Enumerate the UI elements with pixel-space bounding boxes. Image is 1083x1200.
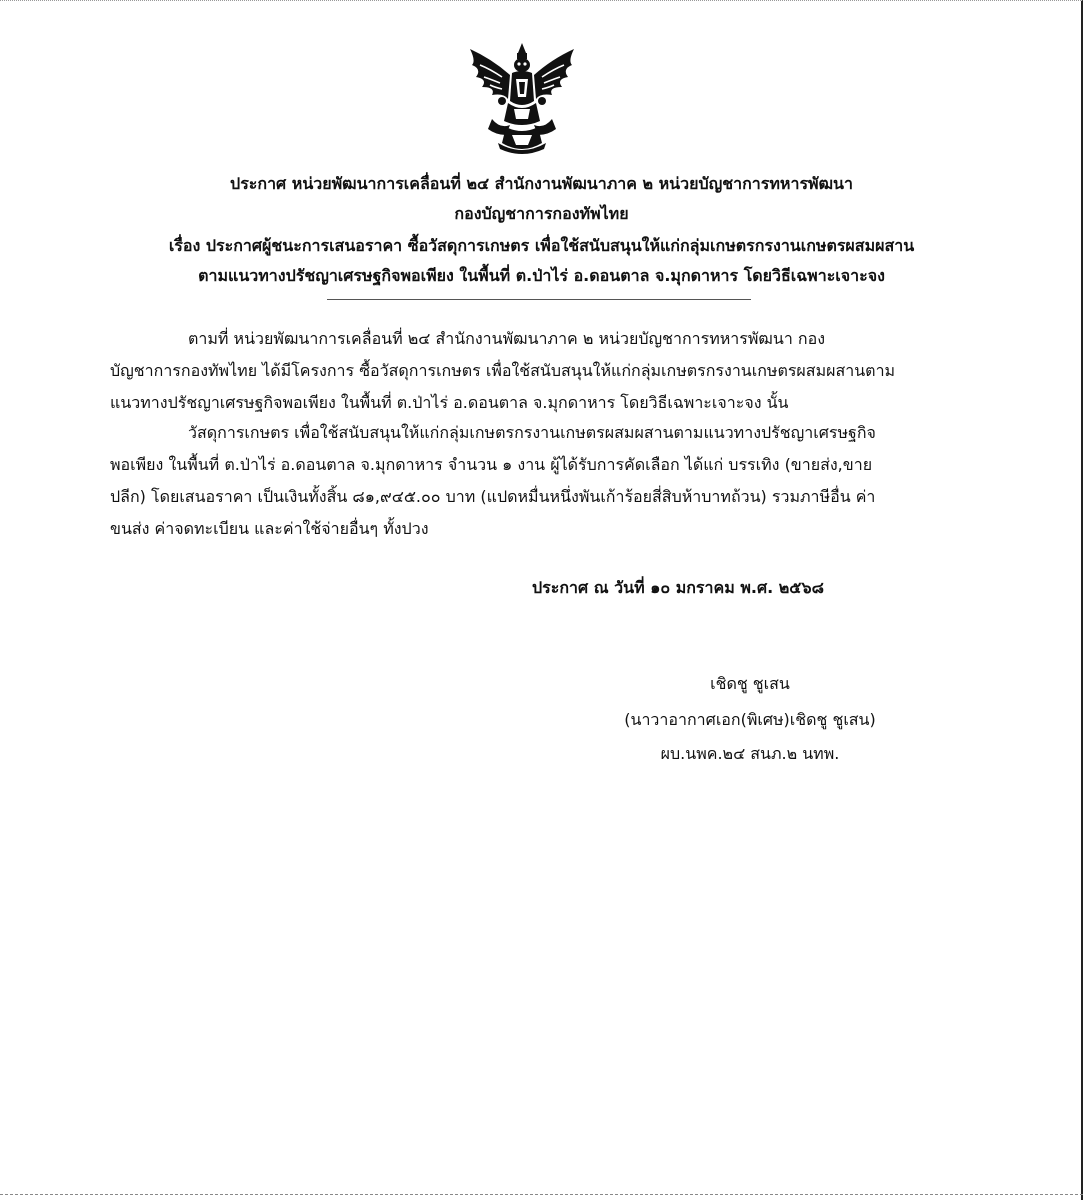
- signatory-name: เชิดชู ชูเสน: [710, 674, 790, 693]
- signatory-full-title: (นาวาอากาศเอก(พิเศษ)เชิดชู ชูเสน): [624, 710, 876, 729]
- announcement-subject: เรื่อง ประกาศผู้ชนะการเสนอราคา ซื้อวัสดุการเกษตร เพื่อใช้สนับสนุนให้แก่กลุ่มเกษตรกรงานเกษตรผสมผสาน: [168, 236, 915, 255]
- body-paragraph-1: [110, 323, 970, 419]
- body-paragraph-2-line: ขนส่ง ค่าจดทะเบียน และค่าใช้จ่ายอื่นๆ ทั้งปวง: [110, 519, 429, 538]
- body-paragraph-2-line: วัสดุการเกษตร เพื่อใช้สนับสนุนให้แก่กลุ่มเกษตรกรงานเกษตรผสมผสานตามแนวทางปรัชญาเศรษฐกิจ: [188, 423, 876, 442]
- announcement-date: ประกาศ ณ วันที่ ๑๐ มกราคม พ.ศ. ๒๕๖๘: [532, 578, 824, 597]
- body-paragraph-1-line: แนวทางปรัชญาเศรษฐกิจพอเพียง ในพื้นที่ ต.ป่าไร่ อ.ดอนตาล จ.มุกดาหาร โดยวิธีเฉพาะเจาะจง นั้น: [110, 393, 789, 412]
- scan-edge-line: [0, 1194, 1083, 1195]
- announcement-title: ประกาศ หน่วยพัฒนาการเคลื่อนที่ ๒๔ สำนักงานพัฒนาภาค ๒ หน่วยบัญชาการทหารพัฒนา: [230, 174, 853, 193]
- body-paragraph-1-line: ตามที่ หน่วยพัฒนาการเคลื่อนที่ ๒๔ สำนักงานพัฒนาภาค ๒ หน่วยบัญชาการทหารพัฒนา กอง: [188, 329, 825, 348]
- announcement-organization: กองบัญชาการกองทัพไทย: [454, 204, 629, 223]
- body-paragraph-2: [110, 417, 970, 545]
- signatory-position: ผบ.นพค.๒๔ สนภ.๒ นทพ.: [660, 744, 840, 763]
- garuda-emblem-icon: [462, 39, 582, 157]
- body-paragraph-2-line: ปลีก) โดยเสนอราคา เป็นเงินทั้งสิ้น ๘๑,๙๔๕.๐๐ บาท (แปดหมื่นหนึ่งพันเก้าร้อยสี่สิบห้าบาทถ้วน) รวมภาษีอื่น ค่า: [110, 487, 876, 506]
- body-paragraph-2-line: พอเพียง ในพื้นที่ ต.ป่าไร่ อ.ดอนตาล จ.มุกดาหาร จำนวน ๑ งาน ผู้ได้รับการคัดเลือก ได้แก่ บรรเทิง (ขายส่ง,ขาย: [110, 455, 873, 474]
- body-paragraph-1-line: บัญชาการกองทัพไทย ได้มีโครงการ ซื้อวัสดุการเกษตร เพื่อใช้สนับสนุนให้แก่กลุ่มเกษตรกรงานเกษตรผสมผสานตาม: [110, 361, 896, 380]
- announcement-subject-continued: ตามแนวทางปรัชญาเศรษฐกิจพอเพียง ในพื้นที่ ต.ป่าไร่ อ.ดอนตาล จ.มุกดาหาร โดยวิธีเฉพาะเจาะจง: [198, 266, 885, 285]
- header-divider: [327, 299, 751, 300]
